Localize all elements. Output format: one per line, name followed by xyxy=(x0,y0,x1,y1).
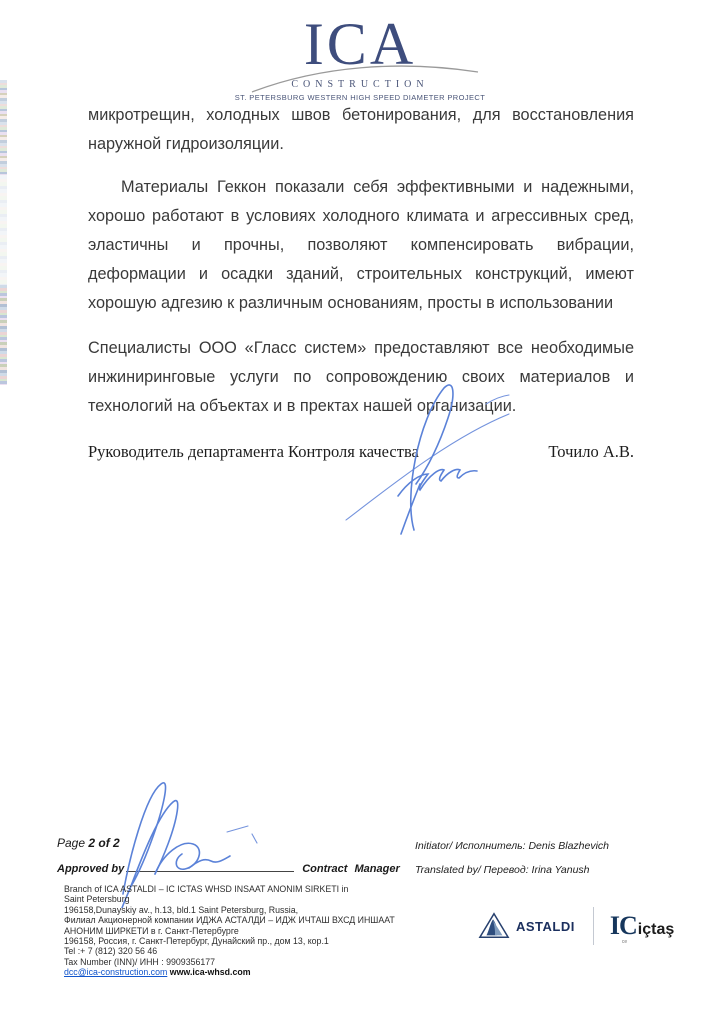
logo-divider xyxy=(593,907,594,945)
astaldi-triangle-icon xyxy=(478,911,510,941)
scan-noise-strip xyxy=(0,285,7,385)
page-value: 2 of 2 xyxy=(88,836,120,850)
scan-noise-strip xyxy=(0,175,7,285)
company-logo xyxy=(0,12,720,102)
approved-by-label: Approved by xyxy=(57,863,125,875)
ictas-ce-mark: ce xyxy=(621,939,628,945)
address-line: АНОНИМ ШИРКЕТИ в г. Санкт-Петербурге xyxy=(64,925,239,936)
company-address xyxy=(64,884,395,978)
logo-wordmark: ICA xyxy=(303,11,417,77)
address-line: Saint Petersburg xyxy=(64,894,130,905)
approved-role: Contract Manager xyxy=(302,863,400,875)
paragraph: Специалисты ООО «Гласс систем» предоставляют все необходимые инжиниринговые услуги по сопровождению своих материалов и технологий на объектах и в пректах нашей организации. xyxy=(88,339,634,415)
address-line: 196158,Dunayskiy av., h.13, bld.1 Saint Petersburg, Russia, xyxy=(64,904,299,915)
signature-main xyxy=(328,378,518,538)
paragraph: микротрещин, холодных швов бетонирования, для восстановления наружной гидроизоляции. xyxy=(88,106,634,153)
address-line: Филиал Акционерной компании ИДЖА АСТАЛДИ – ИДЖ ИЧТАШ ВХСД ИНШААТ xyxy=(64,915,395,926)
astaldi-logo-text: ASTALDI xyxy=(516,918,575,934)
ictas-ic-text: IC xyxy=(609,911,637,940)
ictas-logo xyxy=(609,911,675,945)
address-line: 196158, Россия, г. Санкт-Петербург, Дунайский пр., дом 13, кор.1 xyxy=(64,936,329,947)
signer-title: Руководитель департамента Контроля качества xyxy=(88,442,419,461)
initiator-line: Initiator/ Исполнитель: Denis Blazhevich xyxy=(415,840,610,852)
address-line: Tel :+ 7 (812) 320 56 46 xyxy=(64,946,158,957)
logo-tagline: ST. PETERSBURG WESTERN HIGH SPEED DIAMETER PROJECT xyxy=(234,93,486,102)
signer-name: Точило А.В. xyxy=(548,442,634,461)
ictas-name-text: içtaş xyxy=(637,921,675,938)
paragraph: Материалы Геккон показали себя эффективными и надежными, хорошо работают в условиях холодного климата и агрессивных сред, эластичны и прочны, позволяют компенсировать вибрации, деформации и осадки зданий, строительных конструкций, имеют хорошую адгезию к различным основаниям, просты в использовании xyxy=(88,178,634,312)
contact-line xyxy=(64,967,395,977)
letter-body xyxy=(88,101,634,421)
page-label: Page xyxy=(57,836,86,850)
translator-line: Translated by/ Перевод: Irina Yanush xyxy=(415,864,590,876)
address-line: Tax Number (INN)/ ИНН : 9909356177 xyxy=(64,956,216,967)
email-link[interactable]: dcc@ica-construction.com xyxy=(64,967,168,978)
website-text: www.ica-whsd.com xyxy=(169,967,251,978)
partner-logos xyxy=(478,903,674,949)
logo-subtitle: CONSTRUCTION xyxy=(291,79,429,90)
address-line: Branch of ICA ASTALDI – IC ICTAS WHSD INSAAT ANONIM SIRKETI in xyxy=(64,884,349,894)
